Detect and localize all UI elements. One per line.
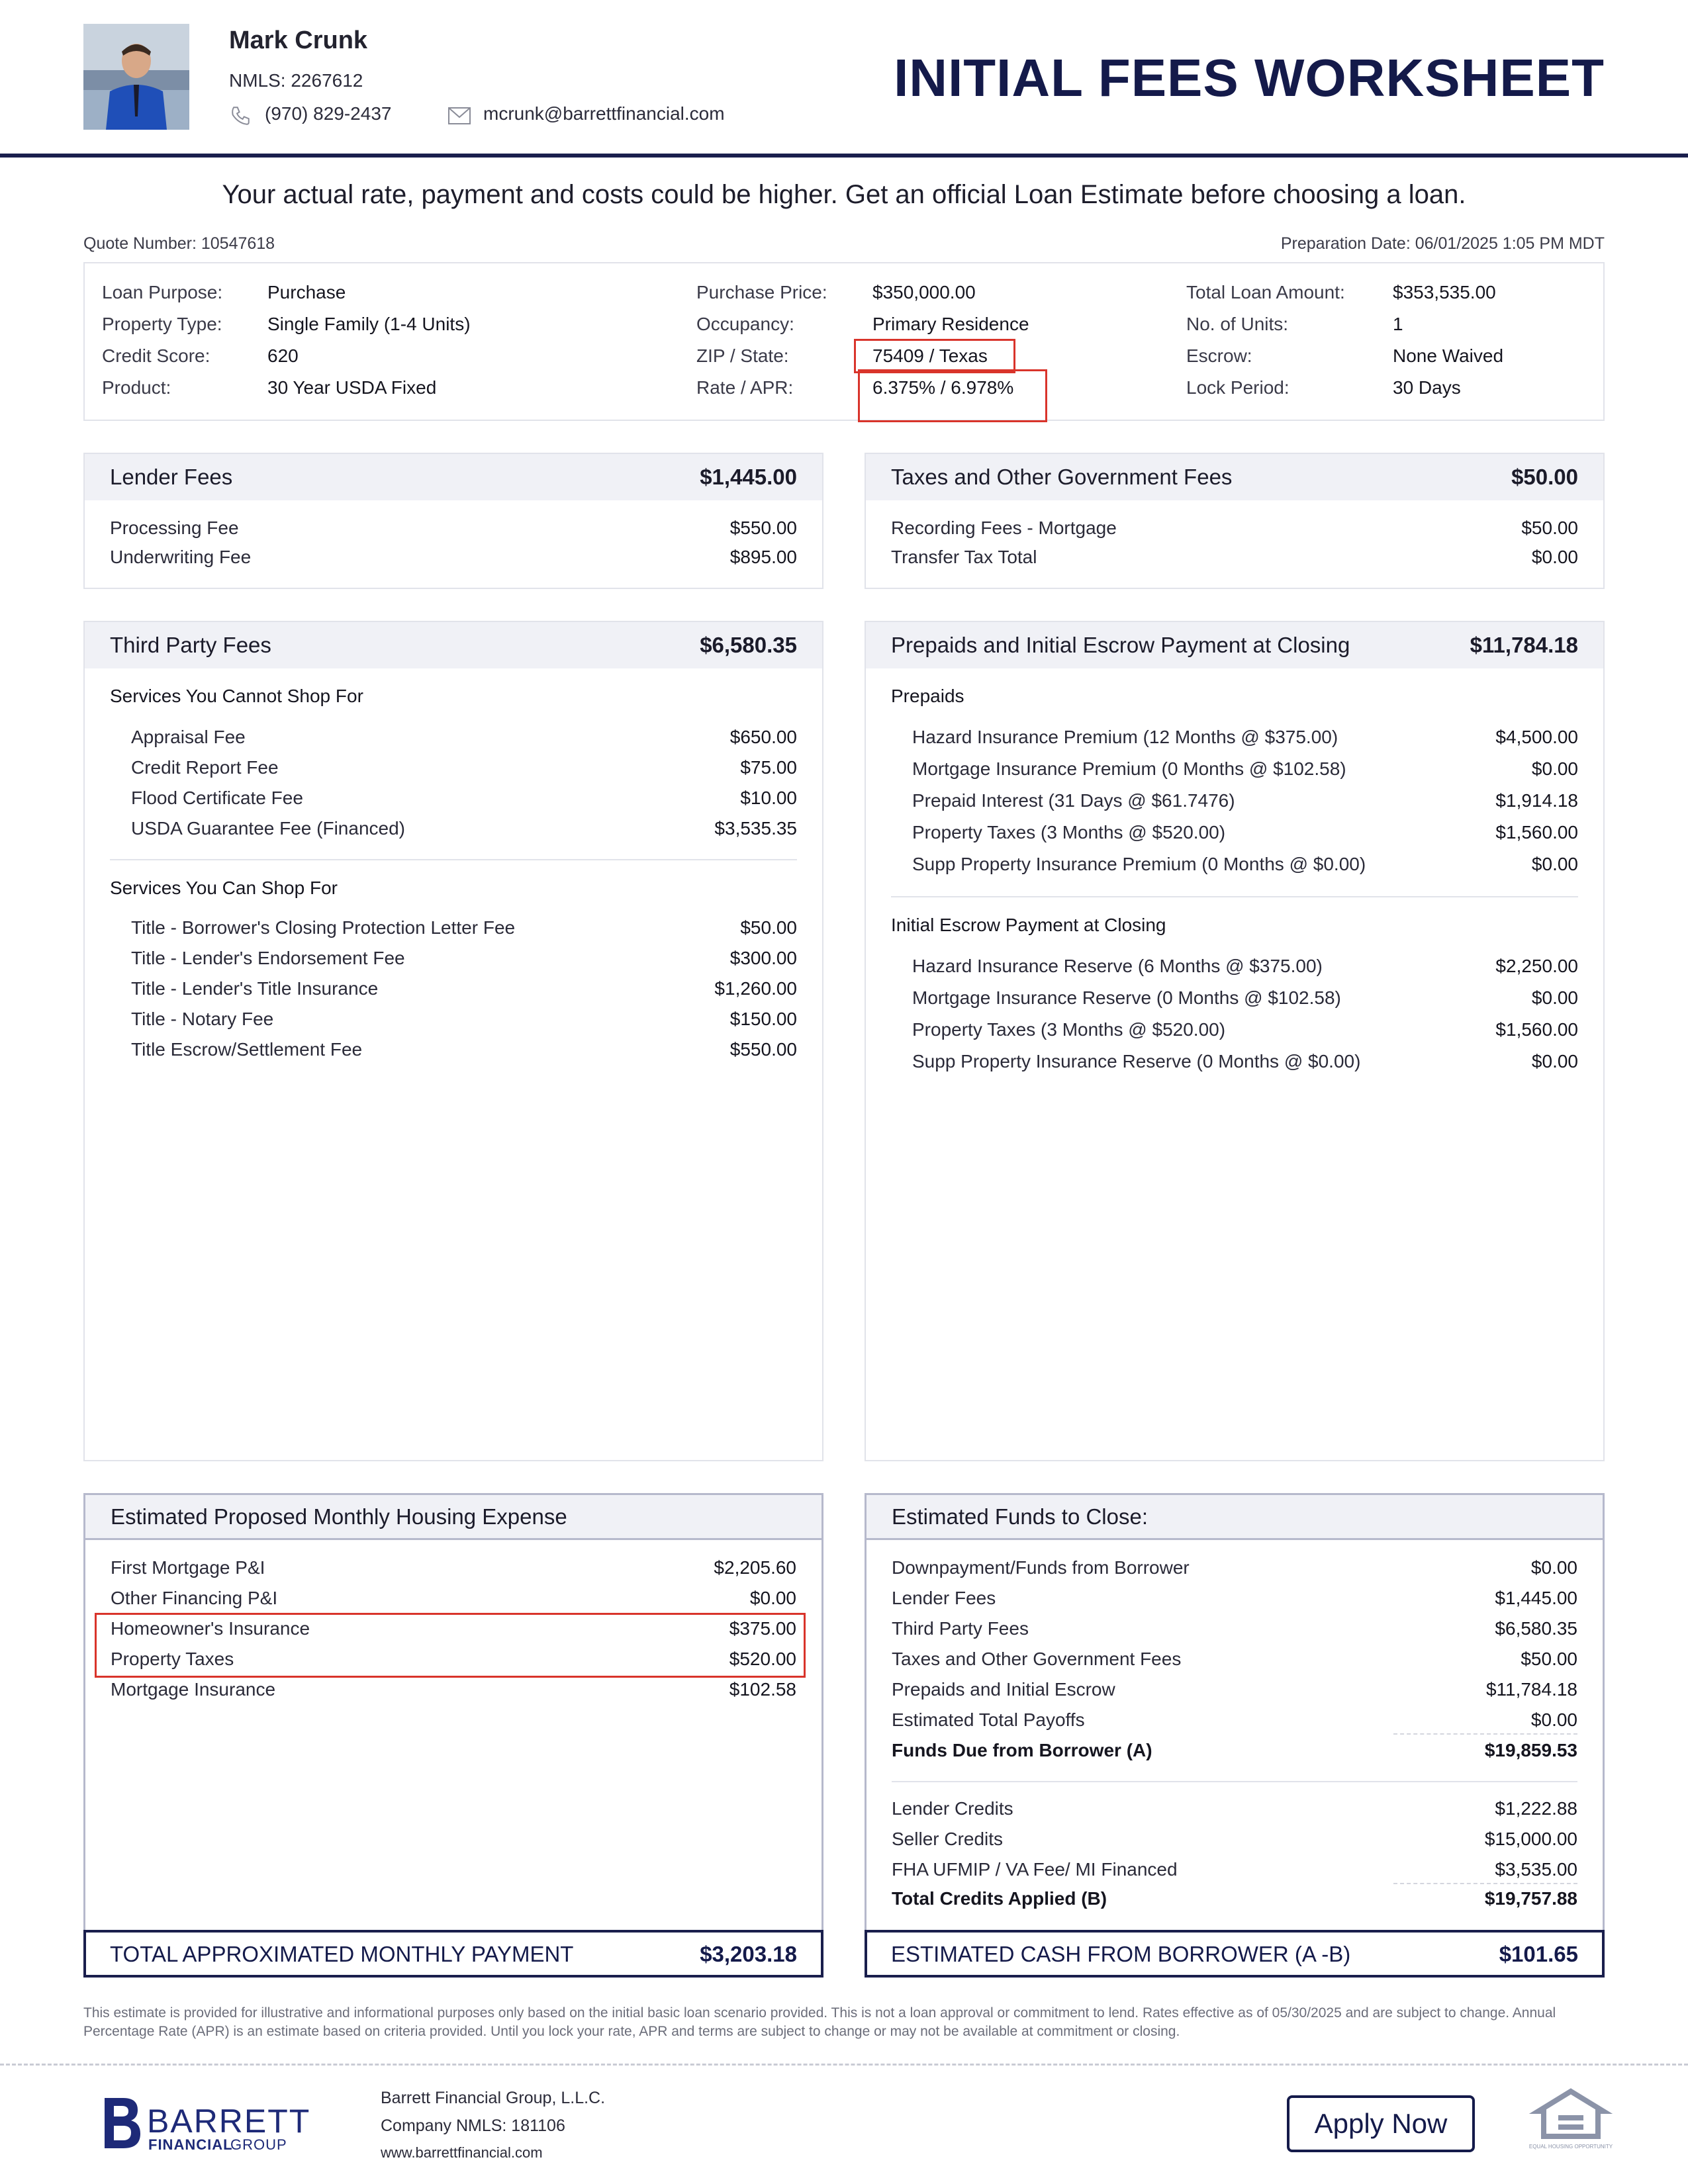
fee-value: $4,500.00 [1495, 727, 1578, 747]
funds-value: $0.00 [1530, 1709, 1577, 1730]
subtotal-rule [1393, 1883, 1577, 1884]
funds-value: $11,784.18 [1485, 1679, 1577, 1700]
summary-label: ZIP / State: [696, 345, 789, 366]
summary-label: Credit Score: [102, 345, 211, 366]
fee-value: $50.00 [740, 917, 797, 938]
summary-value: 620 [267, 345, 299, 366]
section-header [85, 454, 822, 500]
fee-label: USDA Guarantee Fee (Financed) [131, 818, 405, 839]
fee-label: Title - Lender's Title Insurance [131, 978, 379, 999]
fee-label: Title - Borrower's Closing Protection Letter Fee [131, 917, 516, 938]
fee-value: $3,535.35 [714, 818, 797, 839]
loan-officer-email[interactable]: mcrunk@barrettfinancial.com [483, 103, 725, 124]
summary-label: No. of Units: [1186, 314, 1289, 334]
section-header [85, 622, 822, 668]
subsection-title: Services You Cannot Shop For [110, 686, 363, 706]
fee-value: $0.00 [1531, 547, 1578, 567]
fee-value: $1,560.00 [1495, 822, 1578, 842]
fee-label: Title - Notary Fee [131, 1009, 274, 1029]
divider [891, 896, 1578, 897]
subsection-title: Prepaids [891, 686, 964, 706]
quote-number: Quote Number: 10547618 [83, 234, 275, 253]
summary-value: None Waived [1393, 345, 1504, 366]
total-label: TOTAL APPROXIMATED MONTHLY PAYMENT [110, 1942, 574, 1966]
section-title: Prepaids and Initial Escrow Payment at Closing [891, 633, 1350, 657]
fee-value: $650.00 [729, 727, 797, 747]
credit-value: $1,222.88 [1495, 1798, 1577, 1819]
loan-officer-phone[interactable]: (970) 829-2437 [265, 103, 392, 124]
expense-label: Property Taxes [111, 1649, 234, 1669]
section-header [867, 1495, 1603, 1540]
subsection-title: Initial Escrow Payment at Closing [891, 915, 1166, 935]
fee-value: $0.00 [1531, 987, 1578, 1008]
company-name: Barrett Financial Group, L.L.C. [381, 2089, 606, 2107]
fee-value: $0.00 [1531, 1051, 1578, 1071]
summary-value: Purchase [267, 282, 346, 302]
phone-icon [229, 105, 252, 127]
fee-value: $10.00 [740, 788, 797, 808]
section-title: Lender Fees [110, 465, 233, 489]
divider [110, 859, 797, 860]
summary-label: Lock Period: [1186, 377, 1289, 398]
total-value: $3,203.18 [700, 1942, 797, 1966]
fee-label: Appraisal Fee [131, 727, 246, 747]
summary-value: 1 [1393, 314, 1403, 334]
rate-highlight-box [858, 369, 1047, 422]
loan-summary [83, 262, 1605, 421]
lender-fees-section [83, 453, 823, 589]
logo-subtitle-bold: FINANCIAL [148, 2136, 233, 2153]
company-website[interactable]: www.barrettfinancial.com [381, 2144, 543, 2161]
summary-label: Total Loan Amount: [1186, 282, 1345, 302]
fee-label: Transfer Tax Total [891, 547, 1037, 567]
fee-label: Recording Fees - Mortgage [891, 518, 1117, 538]
page-title: INITIAL FEES WORKSHEET [894, 48, 1605, 107]
eho-text: EQUAL HOUSING OPPORTUNITY [1528, 2144, 1613, 2150]
funds-label: Prepaids and Initial Escrow [892, 1679, 1115, 1700]
section-total: $50.00 [1511, 465, 1578, 489]
loan-officer-nmls: NMLS: 2267612 [229, 70, 363, 91]
section-header [85, 1495, 821, 1540]
total-credits-label: Total Credits Applied (B) [892, 1888, 1107, 1909]
funds-value: $0.00 [1530, 1557, 1577, 1578]
fee-label: Supp Property Insurance Premium (0 Months @ $0.00) [912, 854, 1366, 874]
expense-label: Other Financing P&I [111, 1588, 278, 1608]
summary-value: Primary Residence [872, 314, 1029, 334]
funds-to-close-section [865, 1493, 1605, 1933]
summary-label: Rate / APR: [696, 377, 794, 398]
section-title: Estimated Proposed Monthly Housing Expense [111, 1504, 567, 1529]
section-total: $6,580.35 [700, 633, 797, 657]
fee-value: $550.00 [729, 518, 797, 538]
insurance-taxes-highlight-box [95, 1613, 806, 1678]
summary-label: Loan Purpose: [102, 282, 223, 302]
summary-label: Property Type: [102, 314, 222, 334]
fee-label: Property Taxes (3 Months @ $520.00) [912, 822, 1226, 842]
fee-value: $300.00 [729, 948, 797, 968]
monthly-housing-expense-section [83, 1493, 823, 1933]
logo-subtitle-light: GROUP [230, 2136, 287, 2153]
expense-value: $375.00 [729, 1618, 796, 1639]
subtotal-rule [1393, 1733, 1577, 1735]
fee-label: Supp Property Insurance Reserve (0 Months @ $0.00) [912, 1051, 1361, 1071]
fee-value: $0.00 [1531, 854, 1578, 874]
fee-value: $1,560.00 [1495, 1019, 1578, 1040]
fee-label: Prepaid Interest (31 Days @ $61.7476) [912, 790, 1235, 811]
prepaids-section [865, 621, 1605, 1461]
funds-value: $6,580.35 [1495, 1618, 1577, 1639]
expense-value: $520.00 [729, 1649, 796, 1669]
rate-apr-value: 6.375% / 6.978% [872, 377, 1014, 398]
loan-officer-avatar [83, 24, 189, 130]
fee-value: $0.00 [1531, 758, 1578, 779]
fee-value: $2,250.00 [1495, 956, 1578, 976]
preparation-date: Preparation Date: 06/01/2025 1:05 PM MDT [1280, 234, 1605, 253]
government-fees-section [865, 453, 1605, 589]
fee-value: $895.00 [729, 547, 797, 567]
fee-label: Hazard Insurance Premium (12 Months @ $375.00) [912, 727, 1338, 747]
funds-due-value: $19,859.53 [1484, 1740, 1577, 1760]
fee-value: $550.00 [729, 1039, 797, 1060]
fee-value: $1,260.00 [714, 978, 797, 999]
funds-label: Downpayment/Funds from Borrower [892, 1557, 1190, 1578]
fee-label: Flood Certificate Fee [131, 788, 303, 808]
credit-label: Seller Credits [892, 1829, 1004, 1849]
section-title: Taxes and Other Government Fees [891, 465, 1233, 489]
fee-label: Mortgage Insurance Premium (0 Months @ $102.58) [912, 758, 1346, 779]
summary-value: 30 Days [1393, 377, 1461, 398]
section-title: Third Party Fees [110, 633, 271, 657]
fee-label: Hazard Insurance Reserve (6 Months @ $375.00) [912, 956, 1323, 976]
footer-divider [0, 2064, 1688, 2066]
summary-label: Occupancy: [696, 314, 794, 334]
total-monthly-payment-bar [83, 1930, 823, 1978]
fee-label: Underwriting Fee [110, 547, 252, 567]
funds-value: $1,445.00 [1495, 1588, 1577, 1608]
equal-housing-icon [1528, 2089, 1613, 2158]
fee-value: $50.00 [1521, 518, 1578, 538]
fee-label: Mortgage Insurance Reserve (0 Months @ $102.58) [912, 987, 1341, 1008]
funds-label: Estimated Total Payoffs [892, 1709, 1085, 1730]
fee-label: Processing Fee [110, 518, 239, 538]
fee-label: Title - Lender's Endorsement Fee [131, 948, 405, 968]
expense-label: Mortgage Insurance [111, 1679, 276, 1700]
section-total: $11,784.18 [1470, 633, 1578, 657]
third-party-fees-section [83, 621, 823, 1461]
summary-value: $353,535.00 [1393, 282, 1496, 302]
legal-disclaimer: This estimate is provided for illustrative and informational purposes only based on the initial basic loan scenario provided. This is not a loan approval or commitment to lend. Rates effective as of 05/30/2025 and are subject to change. Annual Percentage Rate (APR) is an estimate based on criteria provided. Until you lock your rate, APR and terms are subject to change or may not be available at commitment or closing. [83, 2005, 1556, 2039]
estimated-cash-bar [865, 1930, 1605, 1978]
loan-officer-name: Mark Crunk [229, 26, 368, 54]
logo-wordmark: BARRETT [147, 2103, 311, 2140]
credit-label: Lender Credits [892, 1798, 1013, 1819]
expense-label: First Mortgage P&I [111, 1557, 265, 1578]
barrett-logo [101, 2094, 311, 2154]
fee-value: $75.00 [740, 757, 797, 778]
section-total: $1,445.00 [700, 465, 797, 489]
expense-value: $2,205.60 [714, 1557, 796, 1578]
total-value: $101.65 [1499, 1942, 1578, 1966]
header-divider [0, 154, 1688, 158]
loan-estimate-disclaimer: Your actual rate, payment and costs could be higher. Get an official Loan Estimate before choosing a loan. [222, 180, 1466, 209]
funds-label: Taxes and Other Government Fees [892, 1649, 1182, 1669]
total-credits-value: $19,757.88 [1484, 1888, 1577, 1909]
expense-label: Homeowner's Insurance [111, 1618, 310, 1639]
expense-value: $102.58 [729, 1679, 796, 1700]
summary-value: $350,000.00 [872, 282, 976, 302]
summary-label: Product: [102, 377, 171, 398]
funds-label: Lender Fees [892, 1588, 996, 1608]
section-title: Estimated Funds to Close: [892, 1504, 1149, 1529]
zip-state-value: 75409 / Texas [872, 345, 988, 366]
fee-label: Credit Report Fee [131, 757, 279, 778]
summary-label: Escrow: [1186, 345, 1252, 366]
subsection-title: Services You Can Shop For [110, 878, 338, 898]
zip-highlight-box [854, 339, 1015, 373]
expense-value: $0.00 [749, 1588, 796, 1608]
divider [892, 1781, 1577, 1782]
funds-due-label: Funds Due from Borrower (A) [892, 1740, 1152, 1760]
section-header [866, 454, 1603, 500]
total-label: ESTIMATED CASH FROM BORROWER (A -B) [891, 1942, 1351, 1966]
credit-label: FHA UFMIP / VA Fee/ MI Financed [892, 1859, 1178, 1880]
fee-label: Title Escrow/Settlement Fee [131, 1039, 363, 1060]
credit-value: $3,535.00 [1495, 1859, 1577, 1880]
summary-value: 30 Year USDA Fixed [267, 377, 437, 398]
apply-now-button[interactable]: Apply Now [1287, 2095, 1475, 2152]
mail-icon [447, 106, 471, 126]
credit-value: $15,000.00 [1484, 1829, 1577, 1849]
company-nmls: Company NMLS: 181106 [381, 2116, 565, 2135]
fee-value: $150.00 [729, 1009, 797, 1029]
summary-value: Single Family (1-4 Units) [267, 314, 471, 334]
section-header [866, 622, 1603, 668]
funds-value: $50.00 [1521, 1649, 1577, 1669]
fee-label: Property Taxes (3 Months @ $520.00) [912, 1019, 1226, 1040]
summary-label: Purchase Price: [696, 282, 827, 302]
fee-value: $1,914.18 [1495, 790, 1578, 811]
funds-label: Third Party Fees [892, 1618, 1029, 1639]
